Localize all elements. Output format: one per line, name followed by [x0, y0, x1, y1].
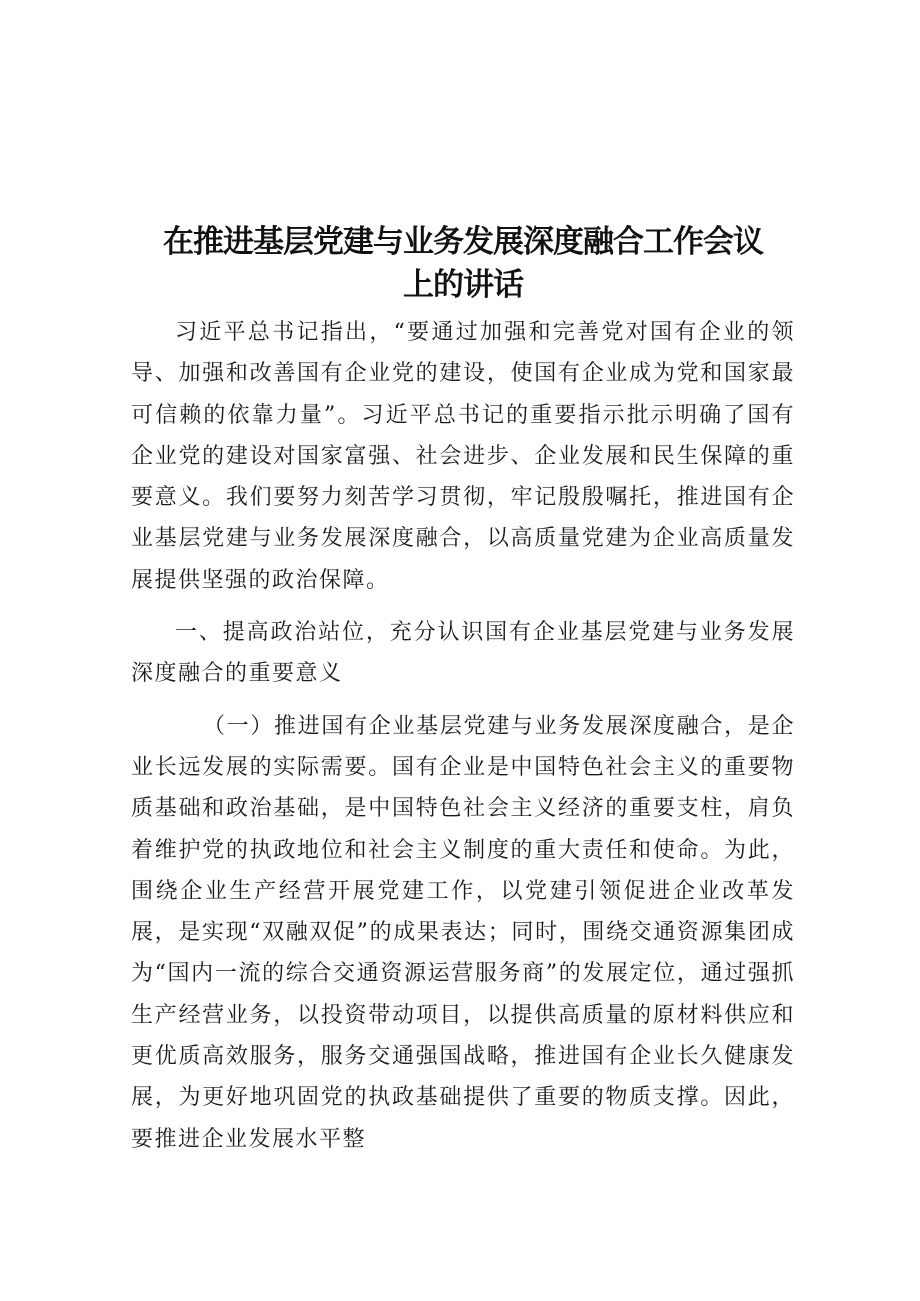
intro-paragraph: 习近平总书记指出，“要通过加强和完善党对国有企业的领导、加强和改善国有企业党的建设，使国有企业成为党和国家最可信赖的依靠力量”。习近平总书记的重要指示批示明确了国有企业党的建设对国家富强、社会进步、企业发展和民生保障的重要意义。我们要努力刻苦学习贯彻，牢记殷殷嘱托，推进国有企业基层党建与业务发展深度融合，以高质量党建为企业高质量发展提供坚强的政治保障。 [131, 320, 795, 593]
document-body [131, 221, 795, 1160]
title-line-1: 在推进基层党建与业务发展深度融合工作会议 [163, 224, 763, 260]
subsection-paragraph-1: （一）推进国有企业基层党建与业务发展深度融合，是企业长远发展的实际需要。国有企业是中国特色社会主义的重要物质基础和政治基础，是中国特色社会主义经济的重要支柱，肩负着维护党的执政地位和社会主义制度的重大责任和使命。为此，围绕企业生产经营开展党建工作，以党建引领促进企业改革发展，是实现“双融双促”的成果表达；同时，围绕交通资源集团成为“国内一流的综合交通资源运营服务商”的发展定位，通过强抓生产经营业务，以投资带动项目，以提供高质量的原材料供应和更优质高效服务，服务交通强国战略，推进国有企业长久健康发展，为更好地巩固党的执政基础提供了重要的物质支撑。因此，要推进企业发展水平整 [131, 713, 795, 1152]
section-heading-1: 一、提高政治站位，充分认识国有企业基层党建与业务发展深度融合的重要意义 [131, 620, 795, 687]
title-line-2: 上的讲话 [403, 267, 523, 303]
document-title [131, 221, 795, 307]
